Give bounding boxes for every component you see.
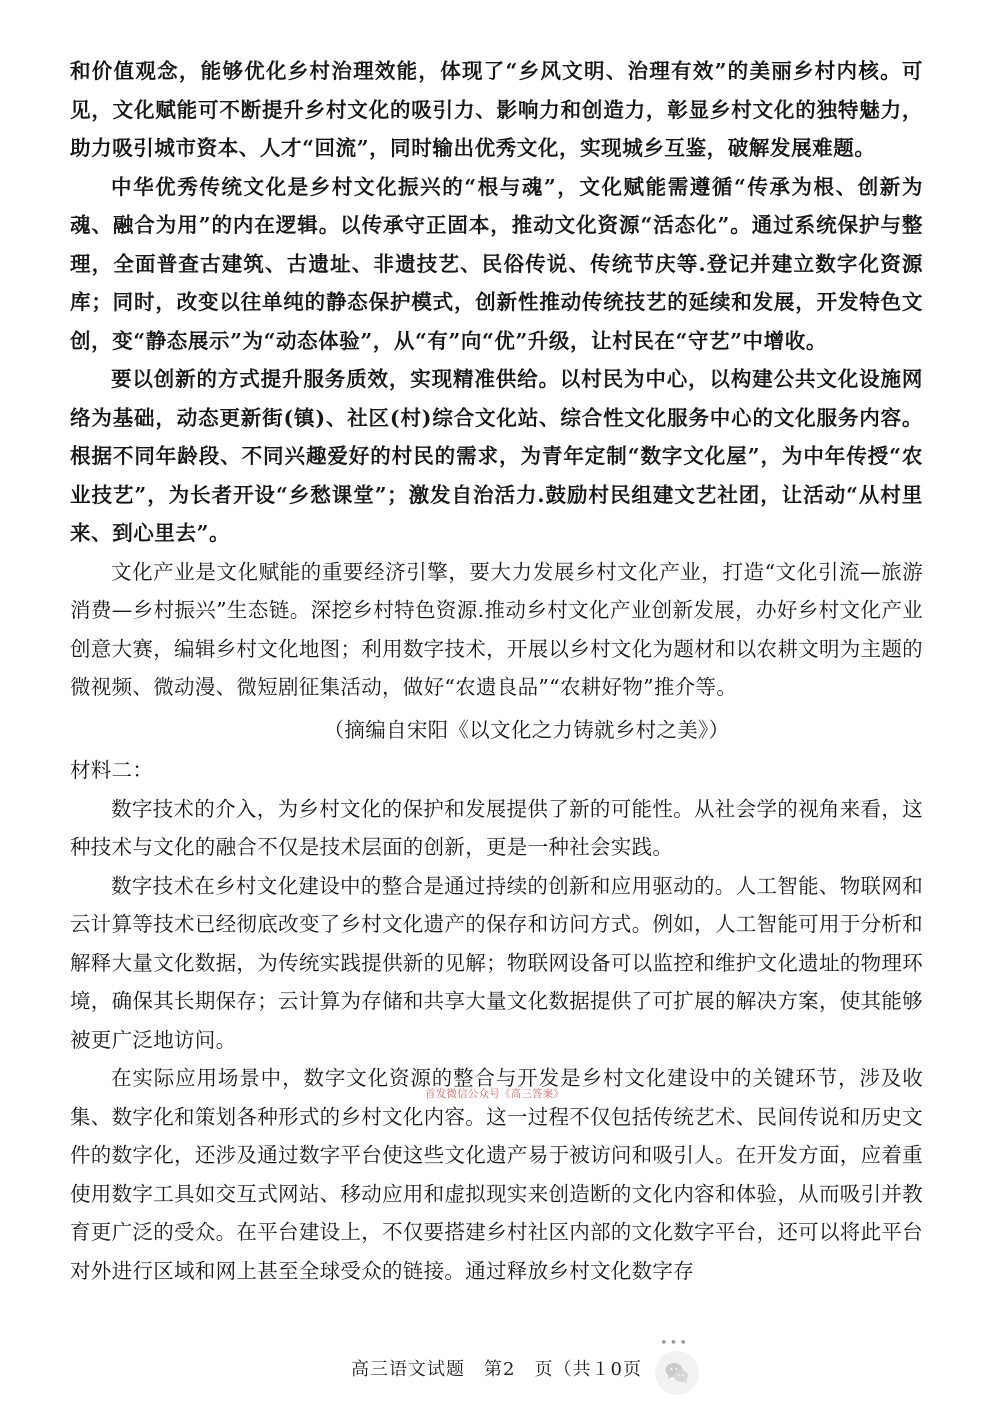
- document-body: [70, 52, 923, 1290]
- watermark-text: 首发微信公众号《高三答案》: [425, 1088, 565, 1100]
- paragraph-traditional-culture: 中华优秀传统文化是乡村文化振兴的“根与魂”，文化赋能需遵循“传承为根、创新为魂、融合为用”的内在逻辑。以传承守正固本，推动文化资源“活态化”。通过系统保护与整理，全面普查古建筑、古遗址、非遗技艺、民俗传说、传统节庆等.登记并建立数字化资源库；同时，改变以往单纯的静态保护模式，创新性推动传统技艺的延续和发展，开发特色文创，变“静态展示”为“动态体验”，从“有”向“优”升级，让村民在“守艺”中增收。: [70, 174, 923, 353]
- paragraph-service-innovation: 要以创新的方式提升服务质效，实现精准供给。以村民为中心，以构建公共文化设施网络为基础，动态更新街(镇)、社区(村)综合文化站、综合性文化服务中心的文化服务内容。根据不同年龄段、不同兴趣爱好的村民的需求，为青年定制“数字文化屋”，为中年传授“农业技艺”，为长者开设“乡愁课堂”；激发自治活力.鼓励村民组建文艺社团，让活动“从村里来、到心里去”。: [70, 367, 923, 545]
- paragraph-application-scenarios: 在实际应用场景中，数字文化资源的整合与开发是乡村文化建设中的关键环节，涉及收集、数字化和策划各种形式的乡村文化内容。这一过程不仅包括传统艺术、民间传说和历史文件的数字化，还涉及通过数字平台使这些文化遗产易于被访问和吸引人。在开发方面，应着重使用数字工具如交互式网站、移动应用和虚拟现实来创造断的文化内容和体验，从而吸引并教育更广泛的受众。在平台建设上，不仅要搭建乡村社区内部的文化数字平台，还可以将此平台对外进行区域和网上甚至全球受众的链接。通过释放乡村文化数字存: [70, 1066, 923, 1283]
- paragraph-digital-tech-integration: 数字技术在乡村文化建设中的整合是通过持续的创新和应用驱动的。人工智能、物联网和云计算等技术已经彻底改变了乡村文化遗产的保存和访问方式。例如，人工智能可用于分析和解释大量文化数据，为传统实践提供新的见解；物联网设备可以监控和维护文化遗址的物理环境，确保其长期保存；云计算为存储和共享大量文化数据提供了可扩展的解决方案，使其能够被更广泛地访问。: [70, 873, 923, 1052]
- paragraph-digital-tech-intro: 数字技术的介入，为乡村文化的保护和发展提供了新的可能性。从社会学的视角来看，这种技术与文化的融合不仅是技术层面的创新，更是一种社会实践。: [70, 796, 923, 859]
- source-attribution: （摘编自宋阳《以文化之力铸就乡村之美》）: [323, 717, 730, 742]
- decorative-dots: •••: [660, 1336, 690, 1351]
- paragraph-continued: 和价值观念，能够优化乡村治理效能，体现了“乡风文明、治理有效”的美丽乡村内核。可见，文化赋能可不断提升乡村文化的吸引力、影响力和创造力，彰显乡村文化的独特魅力，助力吸引城市资本、人才“回流”，同时输出优秀文化，实现城乡互鉴，破解发展难题。: [70, 59, 923, 160]
- paragraph-cultural-industry: 文化产业是文化赋能的重要经济引擎，要大力发展乡村文化产业，打造“文化引流—旅游消费—乡村振兴”生态链。深挖乡村特色资源.推动乡村文化产业创新发展，办好乡村文化产业创意大赛，编辑乡村文化地图；利用数字技术，开展以乡村文化为题材和以农耕文明为主题的微视频、微动漫、微短剧征集活动，做好“农遗良品”“农耕好物”推介等。: [70, 559, 923, 699]
- page-footer: 高三语文试题 第2 页（共１0页: [351, 1359, 642, 1380]
- section-label-material-two: 材料二：: [70, 758, 154, 782]
